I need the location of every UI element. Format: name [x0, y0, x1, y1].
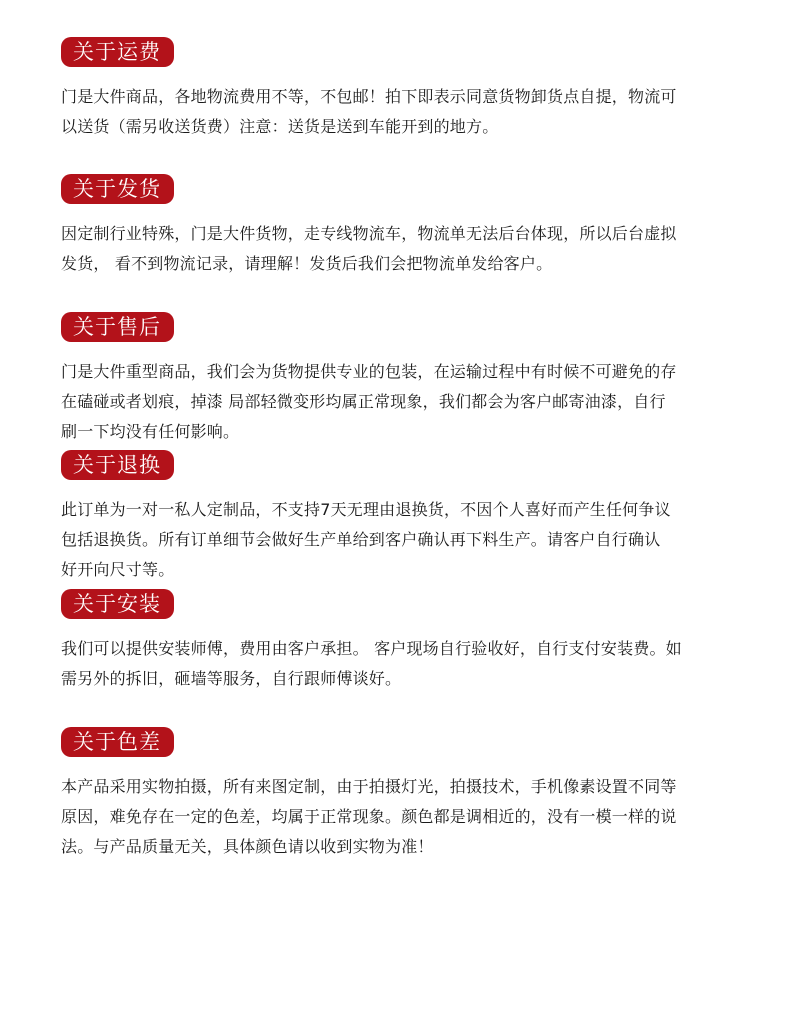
body-line: 因定制行业特殊，门是大件货物，走专线物流车，物流单无法后台体现，所以后台虚拟	[61, 224, 677, 243]
body-line: 发货， 看不到物流记录，请理解！发货后我们会把物流单发给客户。	[61, 254, 553, 273]
body-line: 我们可以提供安装师傅，费用由客户承担。 客户现场自行验收好，自行支付安装费。如	[61, 639, 682, 658]
body-line: 需另外的拆旧，砸墙等服务，自行跟师傅谈好。	[61, 669, 402, 688]
body-line: 此订单为一对一私人定制品，不支持7天无理由退换货，不因个人喜好而产生任何争议	[61, 500, 671, 519]
body-line: 包括退换货。所有订单细节会做好生产单给到客户确认再下料生产。请客户自行确认	[61, 530, 661, 549]
section-body-shipping-fee	[61, 82, 737, 142]
body-line: 门是大件重型商品，我们会为货物提供专业的包装，在运输过程中有时候不可避免的存	[61, 362, 677, 381]
body-line: 法。与产品质量无关，具体颜色请以收到实物为准！	[61, 837, 434, 856]
section-body-color-difference	[61, 772, 737, 862]
section-title-installation: 关于安装	[61, 589, 174, 619]
section-body-returns	[61, 495, 737, 585]
section-body-delivery	[61, 219, 737, 279]
body-line: 好开向尺寸等。	[61, 560, 175, 579]
body-line: 以送货（需另收送货费）注意：送货是送到车能开到的地方。	[61, 117, 499, 136]
section-title-after-sales: 关于售后	[61, 312, 174, 342]
section-title-returns: 关于退换	[61, 450, 174, 480]
section-title-color-difference: 关于色差	[61, 727, 174, 757]
section-title-shipping-fee: 关于运费	[61, 37, 174, 67]
body-line: 门是大件商品，各地物流费用不等，不包邮！拍下即表示同意货物卸货点自提，物流可	[61, 87, 677, 106]
body-line: 在磕碰或者划痕，掉漆 局部轻微变形均属正常现象，我们都会为客户邮寄油漆，自行	[61, 392, 666, 411]
body-line: 原因，难免存在一定的色差，均属于正常现象。颜色都是调相近的，没有一模一样的说	[61, 807, 677, 826]
section-body-after-sales	[61, 357, 737, 447]
body-line: 刷一下均没有任何影响。	[61, 422, 240, 441]
section-body-installation	[61, 634, 737, 694]
section-title-delivery: 关于发货	[61, 174, 174, 204]
body-line: 本产品采用实物拍摄，所有来图定制，由于拍摄灯光，拍摄技术，手机像素设置不同等	[61, 777, 677, 796]
